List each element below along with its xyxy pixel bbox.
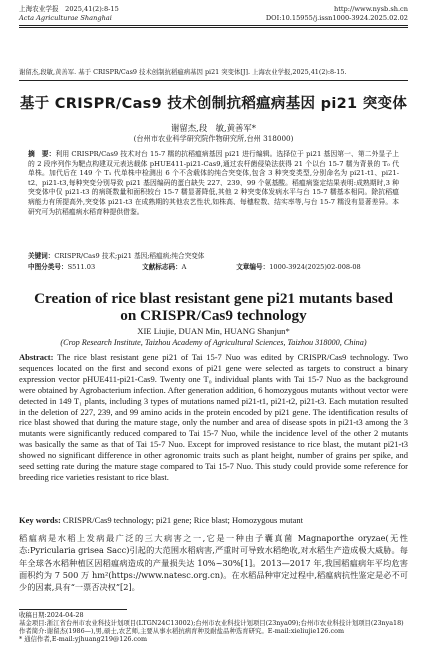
footnotes — [19, 612, 408, 644]
chinese-title: 基于 CRISPR/Cas9 技术创制抗稻瘟病基因 pi21 突变体 — [19, 96, 408, 112]
journal-name-en: Acta Agriculturae Shanghai — [19, 14, 112, 22]
doi: DOI:10.15955/j.issn1000-3924.2025.02.02 — [265, 14, 408, 22]
journal-url[interactable]: http://www.nysb.sh.cn — [333, 5, 408, 13]
chinese-keywords-text: CRISPR/Cas9 技术;pi21 基因;稻瘟病;纯合突变体 — [54, 252, 205, 260]
document-code: 文献标志码：A — [142, 263, 187, 271]
english-affiliation: (Crop Research Institute, Taizhou Academy of Agricultural Sciences, Taizhou 318000, China) — [60, 338, 367, 347]
chinese-abstract-text: 利用 CRISPR/Cas9 技术对台 15-7 糯的抗稻瘟病基因 pi21 进行编辑。选择位于 pi21 基因第一、第二外显子上的 2 段序列作为靶点构建双元表达载体 pHUE411-pi21-Cas9,通过农杆菌侵染法获得 21 个以台 15-7 糯为背景的 T₀ 代单株。加代后在 149 个 T₁ 代单株中检测出 6 个不含载体的纯合突变体,包含 3 种突变类型,分别命名为 pi21-t1、pi21-t2、pi21-t3,每种突变分别导致 pi21 基因编码的蛋白缺失 227、239、99 个氨基酸。稻瘟病鉴定结果表明:成熟期时,3 种突变体中仅 pi21-t3 的病斑数量和面积较台 15-7 糯显著降低,其他 2 种突变体发病水平与台 15-7 糯基本相同。除抗稻瘟病能力有所提高外,突变体 pi21-t3 在成熟期的其他农艺性状,如株高、每穗粒数、结实率等,与台 15-7 糯没有显著差异。本研究可为抗稻瘟病水稻育种提供借鉴。 — [28, 150, 400, 216]
english-title-line-2: on CRISPR/Cas9 technology — [120, 307, 307, 324]
footnote-funding: 基金项目:浙江省台州市农业科技计划项目(LTGN24C13002);台州市农业科技计划项目(23nya09);台州市农业科技计划项目(23nya18) — [19, 618, 404, 627]
chinese-affiliation: (台州市农业科学研究院作物研究所,台州 318000) — [133, 134, 294, 143]
footnote-rule — [19, 609, 127, 610]
chinese-abstract — [28, 150, 399, 217]
footnote-received: 收稿日期:2024-04-28 — [19, 611, 84, 619]
clc-number: 中图分类号：S511.03 — [28, 263, 96, 271]
chinese-keywords — [28, 252, 399, 261]
english-abstract — [19, 352, 408, 483]
footnote-corresponding: * 通信作者,E-mail:yjhuang219@126.com — [19, 634, 148, 643]
english-keywords-text: CRISPR/Cas9 technology; pi21 gene; Rice blast; Homozygous mutant — [62, 515, 304, 525]
english-title-line-1: Creation of rice blast resistant gene pi21 mutants based — [34, 290, 393, 307]
english-abstract-label: Abstract: — [19, 352, 54, 362]
header-rule-bottom — [19, 27, 408, 28]
footnote-author-bio: 作者简介:谢留杰(1986—),男,硕士,农艺师,主要从事水稻抗病育种及耐盐品种选育研究。E-mail:xieliujie126.com — [19, 626, 345, 635]
body-paragraph: 稻瘟病是水稻上发病最广泛的三大病害之一,它是一种由子囊真菌 Magnaporthe oryzae(无性态:Pyricularia grisea Sacc)引起的大范围水稻病害,严重时可导致水稻绝收,对水稻生产造成极大威胁。每年全球各水稻种植区因稻瘟病造成的产量损失达 10%~30%[1]。2013—2017 年,我国稻瘟病年平均危害面积约为 7 500 万 hm²(https://www.natesc.org.cn)。在水稻品种审定过程中,稻瘟病抗性鉴定是必不可少的因素,具有“一票否决权”[2]。 — [19, 533, 408, 593]
header-rule-top — [19, 25, 408, 26]
article-number: 文章编号：1000-3924(2025)02-008-08 — [236, 263, 361, 271]
english-keywords — [19, 515, 408, 525]
citation-line: 谢留杰,段敏,黄善军. 基于 CRISPR/Cas9 技术创制抗稻瘟病基因 pi21 突变体[J]. 上海农业学报,2025,41(2):8-15. — [19, 68, 347, 76]
english-keywords-label: Key words: — [19, 515, 61, 525]
chinese-authors: 谢留杰,段 敏,黄善军* — [171, 123, 256, 133]
running-header-right — [266, 5, 408, 23]
journal-name-cn: 上海农业学报 2025,41(2):8-15 — [19, 5, 119, 13]
running-header-left — [19, 5, 119, 23]
citation-rule — [19, 80, 408, 81]
chinese-keywords-label: 关键词： — [28, 252, 55, 260]
classification-line — [28, 263, 399, 272]
english-title — [0, 290, 427, 324]
english-abstract-text: The rice blast resistant gene pi21 of Tai 15-7 Nuo was edited by CRISPR/Cas9 technology. Two sequences located on the first and second exons of pi21 gene were selected as targets to construct a binary expression vector pHUE411-pi21-Cas9. Twenty one T₀ individual plants with Tai 15-7 Nuo as the background were obtained by Agrobacterium infection. After generation addition, 6 homozygous mutants without vector were detected in 149 T₁ plants, including 3 types of mutations named pi21-t1, pi21-t2, pi21-t3. Each mutation resulted in the deletion of 227, 239, and 99 amino acids in the protein encoded by pi21 gene. The identification results of rice blast showed that during the mature stage, only the number and area of disease spots in pi21-t3 among the 3 mutants were significantly reduced compared to Tai 15-7 Nuo, while the incidence level of the other 2 mutants was basically the same as that of Tai 15-7 Nuo. Except for improved resistance to rice blast, the mutant pi21-t3 showed no significant difference in other agronomic traits such as plant height, number of grains per spike, and seed setting rate during the mature stage compared to Tai 15-7 Nuo. This study could provide some reference for breeding rice varieties resistant to rice blast. — [19, 352, 408, 482]
chinese-abstract-label: 摘 要： — [28, 150, 56, 158]
english-authors: XIE Liujie, DUAN Min, HUANG Shanjun* — [137, 326, 290, 336]
